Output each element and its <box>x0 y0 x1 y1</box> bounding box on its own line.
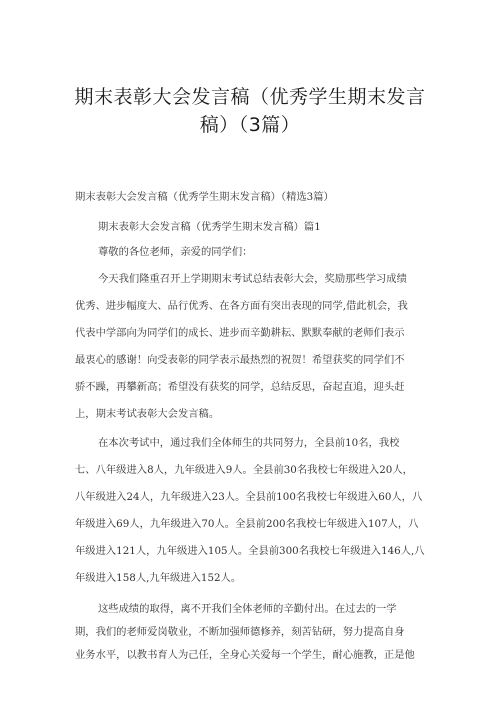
para1-line: 今天我们隆重召开上学期期末考试总结表彰大会，奖励那些学习成绩 <box>98 273 407 285</box>
para1-line: 上，期末考试表彰大会发言稿。 <box>75 408 220 420</box>
para2-line: 八年级进入24人，九年级进入23人。全县前100名我校七年级进入60人，八 <box>75 491 423 503</box>
para2-line: 年级进入121人，九年级进入105人。全县前300名我校七年级进入146人,八 <box>75 545 425 557</box>
document-heading: 期末表彰大会发言稿（优秀学生期末发言稿）（精选3篇） <box>75 191 334 203</box>
document-title-line-2: 稿）（3篇） <box>199 114 301 136</box>
para1-line: 优秀、进步幅度大、品行优秀、在各方面有突出表现的同学,借此机会，我 <box>75 300 408 312</box>
para3-line: 这些成绩的取得，离不开我们全体老师的辛勤付出。在过去的一学 <box>98 603 397 615</box>
document-title-line-1: 期末表彰大会发言稿（优秀学生期末发言 <box>74 86 426 108</box>
para2-line: 年级进入158人,九年级进入152人。 <box>75 572 242 584</box>
para1-line: 骄不躁，再攀新高；希望没有获奖的同学，总结反思，奋起直追，迎头赶 <box>75 381 405 393</box>
para2-line: 年级进入69人，九年级进入70人。全县前200名我校七年级进入107人，八 <box>75 518 419 530</box>
greeting: 尊敬的各位老师，亲爱的同学们： <box>98 246 253 258</box>
para1-line: 代表中学部向为同学们的成长、进步而辛勤耕耘、默默奉献的老师们表示 <box>75 327 405 339</box>
para3-line: 业务水平，以教书育人为己任，全身心关爱每一个学生，耐心施教，正是他 <box>75 649 415 661</box>
para3-line: 期，我们的老师爱岗敬业，不断加强师德修养，刻苦钻研，努力提高自身 <box>75 626 405 638</box>
para2-line: 在本次考试中，通过我们全体师生的共同努力，全县前10名，我校 <box>98 437 400 449</box>
section-subheading: 期末表彰大会发言稿（优秀学生期末发言稿）篇1 <box>98 221 321 233</box>
para1-line: 最衷心的感谢！向受表彰的同学表示最热烈的祝贺！希望获奖的同学们不 <box>75 354 405 366</box>
para2-line: 七、八年级进入8人，九年级进入9人。全县前30名我校七年级进入20人， <box>75 464 413 476</box>
